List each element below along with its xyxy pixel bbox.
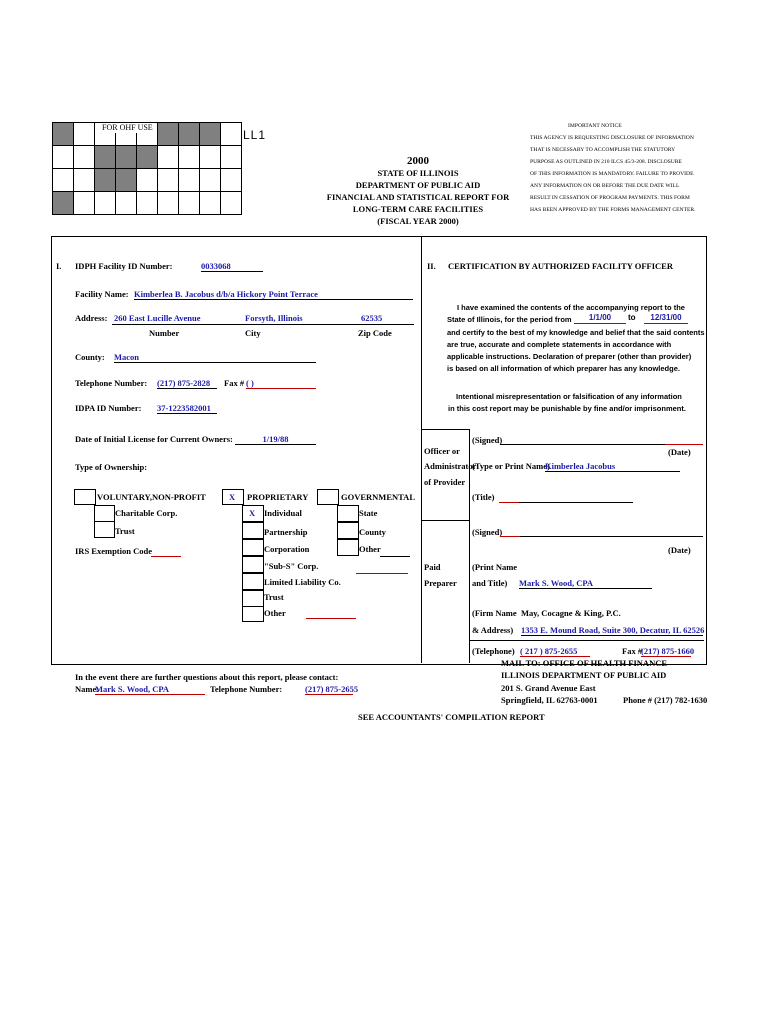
fax-label: Fax # [224,378,245,388]
corporation-checkbox[interactable] [242,539,264,556]
sig-block-mid [422,520,470,521]
ohf-grid-cell [179,146,200,169]
ohf-use-label: FOR OHF USE [102,123,153,132]
p-other-checkbox[interactable] [242,606,264,622]
subs-checkbox[interactable] [242,556,264,573]
city-caption: City [245,328,261,338]
license-date-field[interactable]: 1/19/88 [235,434,316,445]
state-checkbox[interactable] [337,505,359,522]
ohf-grid-cell [74,146,95,169]
ohf-grid-row [53,169,242,192]
governmental-checkbox[interactable] [317,489,339,505]
proprietary-label: PROPRIETARY [247,492,309,502]
irs-exemption-label: IRS Exemption Code [75,546,152,556]
license-date-label: Date of Initial License for Current Owners: [75,434,233,444]
ohf-grid-row [53,146,242,169]
cert-text-line: State of Illinois, for the period from [447,315,572,324]
ohf-grid-cell [53,192,74,215]
state-label: State [359,508,378,518]
ohf-grid-cell [179,123,200,146]
ohf-grid-cell [200,123,221,146]
facility-name-field[interactable]: Kimberlea B. Jacobus d/b/a Hickory Point Terrace [134,289,413,300]
p-other-field[interactable] [306,618,356,619]
officer-title-mark [499,502,519,503]
ohf-grid-cell [137,169,158,192]
ohf-grid-cell [74,169,95,192]
compilation-report-note: SEE ACCOUNTANTS' COMPILATION REPORT [358,712,545,722]
zip-field[interactable]: 62535 [361,313,383,323]
idpa-field[interactable]: 37-1223582001 [157,403,217,414]
date2-label: (Date) [668,545,691,555]
date-label: (Date) [668,447,691,457]
ohf-grid-cell [74,192,95,215]
county-label: County: [75,352,105,362]
form-frame [51,236,707,665]
notice-title: IMPORTANT NOTICE [568,123,622,129]
governmental-label: GOVERNMENTAL [341,492,415,502]
ohf-grid-cell [116,146,137,169]
ohf-grid-cell [158,146,179,169]
mail-to-line: ILLINOIS DEPARTMENT OF PUBLIC AID [501,670,667,680]
period-to-field[interactable]: 12/31/00 [644,313,688,324]
city-field[interactable]: Forsyth, Illinois [245,313,303,323]
contact-name-label: Name: [75,684,100,694]
questions-line: In the event there are further questions about this report, please contact: [75,672,339,682]
header-state: STATE OF ILLINOIS [377,168,459,178]
cert-text-line: applicable instructions. Declaration of preparer (other than provider) [447,352,692,361]
charitable-label: Charitable Corp. [115,508,178,518]
preparer-telephone-label: (Telephone) [472,646,515,656]
street-field[interactable]: 260 East Lucille Avenue [114,313,201,323]
zip-caption: Zip Code [358,328,392,338]
facility-name-label: Facility Name: [75,289,129,299]
preparer-name-field[interactable]: Mark S. Wood, CPA [519,578,652,589]
ohf-grid-cell [53,146,74,169]
np-trust-label: Trust [115,526,135,536]
ohf-grid-cell [221,123,242,146]
header-year: 2000 [407,155,429,167]
contact-phone-field[interactable]: (217) 875-2655 [305,684,359,694]
paid-preparer-label: Preparer [424,578,457,588]
officer-signature-mark [665,444,703,445]
signed2-label: (Signed) [472,527,503,537]
notice-line: OF THIS INFORMATION IS MANDATORY. FAILURE TO PROVIDE [530,171,694,177]
firm-label: (Firm Name [472,608,517,618]
g-other-field[interactable] [380,556,410,557]
nonprofit-label: VOLUNTARY,NON-PROFIT [97,492,206,502]
g-other-checkbox[interactable] [337,539,359,556]
cert-text-line: and certify to the best of my knowledge and belief that the said contents [447,328,705,337]
ohf-grid-cell [116,169,137,192]
llc-checkbox[interactable] [242,573,264,590]
subs-extra-line [356,573,408,574]
type-name-label: (Type or Print Name) [472,461,550,471]
mail-to-line: MAIL TO: OFFICE OF HEALTH FINANCE [501,658,668,668]
period-from-field[interactable]: 1/1/00 [574,313,626,324]
idph-label: IDPH Facility ID Number: [75,261,173,271]
header-facility-type: LONG-TERM CARE FACILITIES [352,204,484,214]
ohf-grid-cell [158,192,179,215]
warning-line: Intentional misrepresentation or falsification of any information [456,392,682,401]
period-to-word: to [628,313,636,322]
partnership-checkbox[interactable] [242,522,264,539]
ohf-grid-cell [95,169,116,192]
certification-title: CERTIFICATION BY AUTHORIZED FACILITY OFFICER [448,261,673,271]
ohf-grid-cell [200,146,221,169]
ohf-grid-cell [221,146,242,169]
p-trust-label: Trust [264,592,284,602]
address-label: Address: [75,313,108,323]
ohf-grid-cell [95,146,116,169]
section1-numeral: I. [56,261,62,271]
ohf-grid-cell [158,169,179,192]
corporation-label: Corporation [264,544,310,554]
notice-line: RESULT IN CESSATION OF PROGRAM PAYMENTS. THIS FORM [530,195,690,201]
contact-phone-label: Telephone Number: [210,684,283,694]
ownership-label: Type of Ownership: [75,462,148,472]
form-code: LL1 [243,128,267,142]
ohf-grid-cell [74,123,95,146]
officer-label: of Provider [424,477,466,487]
np-trust-checkbox[interactable] [94,521,115,538]
cert-text-line: is based on all information of which preparer has any knowledge. [447,364,680,373]
subs-corp-label: "Sub-S" Corp. [264,561,319,571]
individual-label: Individual [264,508,302,518]
telephone-field[interactable]: (217) 875-2828 [157,378,217,389]
officer-title-field[interactable] [499,502,633,503]
preparer-fax-field[interactable]: (217) 875-1660 [641,646,695,656]
ohf-grid-cell [179,169,200,192]
county-option-label: County [359,527,386,537]
cert-text-line: I have examined the contents of the accompanying report to the [457,303,685,312]
preparer-telephone-field[interactable]: ( 217 ) 875-2655 [520,646,590,657]
notice-line: ANY INFORMATION ON OR BEFORE THE DUE DATE WILL [530,183,680,189]
sig-block-top [422,429,470,430]
preparer-signature-mark [500,536,520,537]
mail-phone: Phone # (217) 782-1630 [623,695,708,705]
idph-field[interactable]: 0033068 [201,261,263,272]
charitable-checkbox[interactable] [94,505,115,522]
notice-line: PURPOSE AS OUTLINED IN 210 ILCS 45/3-208. DISCLOSURE [530,159,682,165]
firm-name-field[interactable]: May, Cocagne & King, P.C. [521,608,621,618]
ohf-grid-cell [200,169,221,192]
p-trust-checkbox[interactable] [242,590,264,607]
p-other-label: Other [264,608,286,618]
idpa-label: IDPA ID Number: [75,403,142,413]
header-department: DEPARTMENT OF PUBLIC AID [355,180,481,190]
notice-line: THIS AGENCY IS REQUESTING DISCLOSURE OF INFORMATION [530,135,694,141]
ohf-grid-row [53,192,242,215]
number-caption: Number [149,328,180,338]
irs-exemption-field[interactable] [151,556,181,557]
title-label: (Title) [472,492,495,502]
fax-field[interactable]: ( ) [246,378,316,389]
ohf-grid-cell [158,123,179,146]
partnership-label: Partnership [264,527,308,537]
officer-label: Officer or [424,446,460,456]
telephone-row-top [470,640,704,641]
ohf-grid-cell [95,192,116,215]
contact-name-field[interactable]: Mark S. Wood, CPA [95,684,205,695]
g-other-label: Other [359,544,381,554]
print-name-label: (Print Name [472,562,518,572]
ohf-grid-cell [53,123,74,146]
section2-numeral: II. [427,261,436,271]
ohf-grid-cell [221,192,242,215]
ohf-use-grid [52,122,242,215]
mail-to-line: 201 S. Grand Avenue East [501,683,596,693]
ohf-grid-cell [53,169,74,192]
individual-mark: X [249,508,256,518]
firm-label: & Address) [472,625,514,635]
ohf-grid-cell [116,192,137,215]
telephone-label: Telephone Number: [75,378,148,388]
header-fiscal-year: (FISCAL YEAR 2000) [377,216,459,226]
ohf-grid-cell [137,146,158,169]
mail-to-line: Springfield, IL 62763-0001 [501,695,598,705]
county-checkbox[interactable] [337,522,359,539]
paid-preparer-label: Paid [424,562,441,572]
firm-address-field[interactable]: 1353 E. Mound Road, Suite 300, Decatur, IL 62526 [521,625,705,635]
section-divider [421,237,422,663]
print-name-label: and Title) [472,578,508,588]
ohf-grid-cell [200,192,221,215]
county-field[interactable]: Macon [114,352,316,363]
officer-name-field[interactable]: Kimberlea Jacobus [545,461,680,472]
officer-label: Administrator [424,461,477,471]
notice-line: HAS BEEN APPROVED BY THE FORMS MANAGEMENT CENTER. [530,207,696,213]
address-underline [112,324,414,325]
ohf-grid-cell [137,192,158,215]
warning-line: in this cost report may be punishable by fine and/or imprisonment. [448,404,686,413]
ohf-grid-cell [179,192,200,215]
proprietary-mark: X [229,492,236,502]
llc-label: Limited Liability Co. [264,577,341,587]
nonprofit-checkbox[interactable] [74,489,96,505]
notice-line: THAT IS NECESSARY TO ACCOMPLISH THE STATUTORY [530,147,676,153]
preparer-signature-field[interactable] [500,536,703,537]
signed-label: (Signed) [472,435,503,445]
cert-text-line: are true, accurate and complete statements in accordance with [447,340,672,349]
preparer-fax-label: Fax # [622,646,643,656]
header-report-title: FINANCIAL AND STATISTICAL REPORT FOR [326,192,510,202]
ohf-grid-cell [221,169,242,192]
